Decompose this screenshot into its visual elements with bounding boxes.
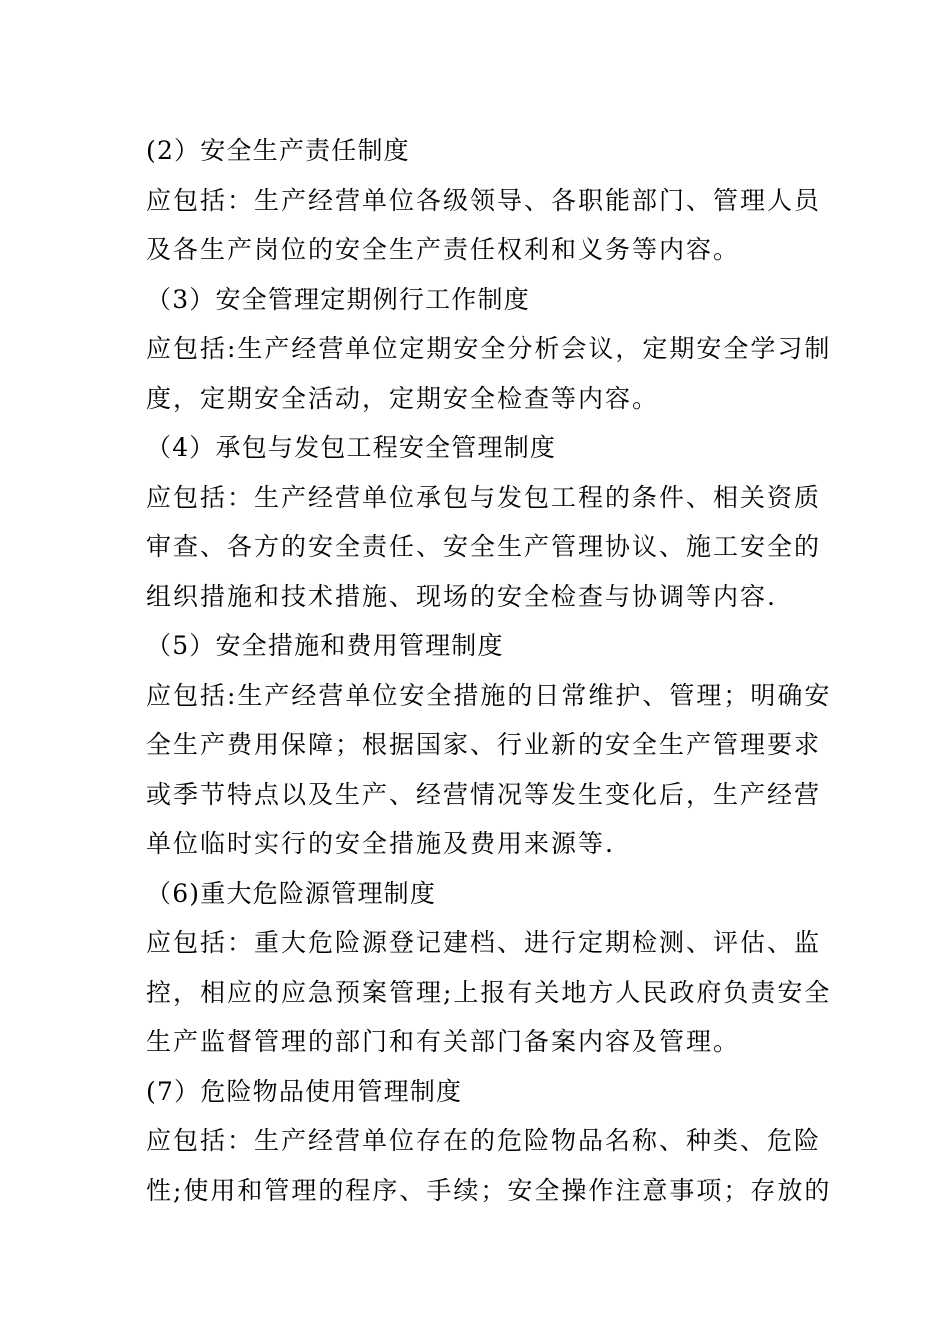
body-line: 组织措施和技术措施、现场的安全检查与协调等内容. — [146, 581, 777, 611]
body-line: 应包括:生产经营单位安全措施的日常维护、管理；明确安 — [146, 680, 832, 710]
body-line: 度，定期安全活动，定期安全检查等内容。 — [146, 383, 660, 413]
section-heading: （3）安全管理定期例行工作制度 — [146, 284, 530, 314]
body-line: 应包括：生产经营单位承包与发包工程的条件、相关资质 — [146, 482, 822, 512]
body-line: 或季节特点以及生产、经营情况等发生变化后，生产经营 — [146, 779, 822, 809]
section-heading: (7）危险物品使用管理制度 — [146, 1076, 463, 1106]
body-line: 审查、各方的安全责任、安全生产管理协议、施工安全的 — [146, 532, 822, 561]
section-heading: (2）安全生产责任制度 — [146, 136, 410, 165]
document-page — [146, 126, 832, 1215]
body-line: 应包括：重大危险源登记建档、进行定期检测、评估、监 — [146, 928, 822, 957]
body-line: 性;使用和管理的程序、手续；安全操作注意事项；存放的 — [146, 1175, 832, 1205]
body-line: 全生产费用保障；根据国家、行业新的安全生产管理要求 — [146, 730, 822, 759]
section-heading: （4）承包与发包工程安全管理制度 — [146, 433, 557, 462]
body-line: 应包括:生产经营单位定期安全分析会议，定期安全学习制 — [146, 334, 832, 363]
section-heading: （6)重大危险源管理制度 — [146, 878, 437, 908]
body-line: 控，相应的应急预案管理;上报有关地方人民政府负责安全 — [146, 977, 832, 1007]
body-line: 应包括：生产经营单位存在的危险物品名称、种类、危险 — [146, 1126, 822, 1155]
body-line: 生产监督管理的部门和有关部门备案内容及管理。 — [146, 1027, 741, 1056]
body-line: 单位临时实行的安全措施及费用来源等. — [146, 829, 615, 858]
body-line: 应包括：生产经营单位各级领导、各职能部门、管理人员 — [146, 185, 822, 215]
section-heading: （5）安全措施和费用管理制度 — [146, 631, 504, 660]
body-line: 及各生产岗位的安全生产责任权利和义务等内容。 — [146, 235, 741, 264]
